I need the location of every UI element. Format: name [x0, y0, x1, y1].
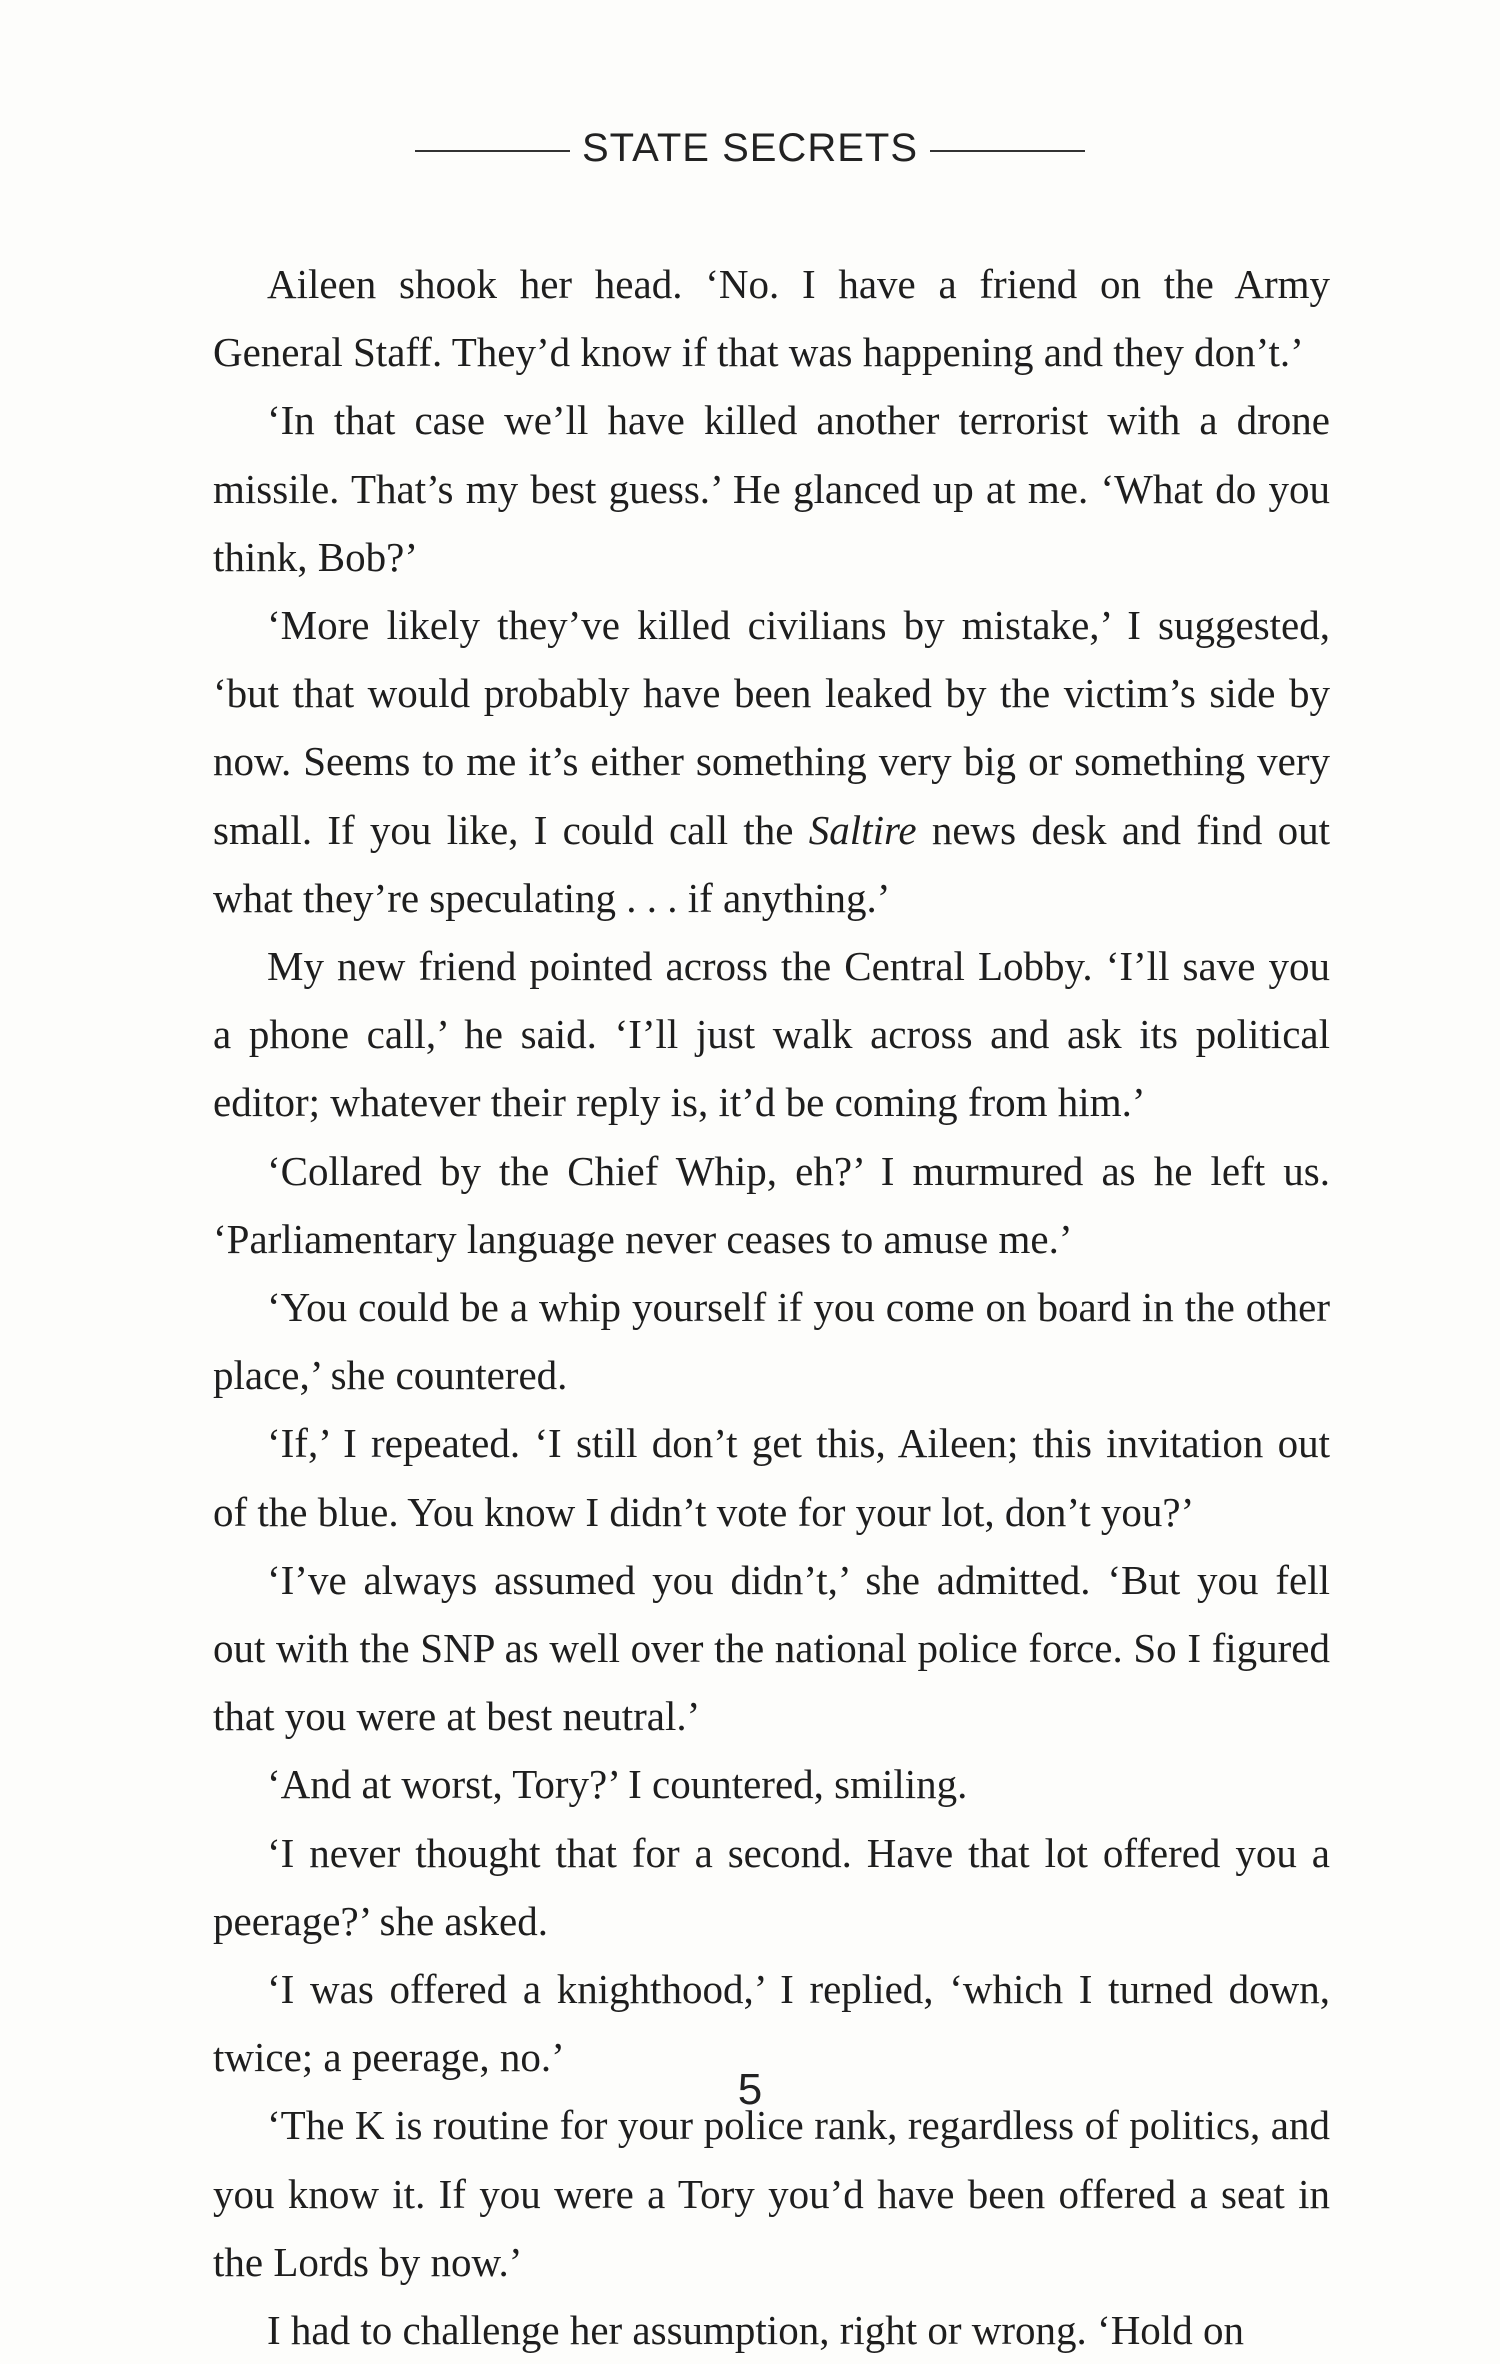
newspaper-name: Saltire: [808, 806, 917, 853]
paragraph: ‘In that case we’ll have killed another terrorist with a drone missile. That’s my best guess.’ He glanced up at me. ‘What do you think, Bob?’: [213, 397, 1330, 580]
paragraph: My new friend pointed across the Central Lobby. ‘I’ll save you a phone call,’ he said. ‘I’ll just walk across and ask its political editor; whatever their reply is, it’d be coming from him.’: [213, 943, 1330, 1126]
paragraph: ‘The K is routine for your police rank, regardless of politics, and you know it. If you were a Tory you’d have been offered a seat in the Lords by now.’: [213, 2102, 1330, 2285]
paragraph: ‘You could be a whip yourself if you come on board in the other place,’ she countered.: [213, 1284, 1330, 1399]
page-number: 5: [737, 2065, 763, 2114]
paragraph: ‘If,’ I repeated. ‘I still don’t get this, Aileen; this invitation out of the blue. You know I didn’t vote for your lot, don’t you?’: [213, 1420, 1330, 1535]
paragraph: ‘I never thought that for a second. Have that lot offered you a peerage?’ she asked.: [213, 1829, 1330, 1944]
paragraph-text: news desk and find out what they’re speculating . . . if anything.’: [213, 806, 1330, 921]
paragraph: ‘I’ve always assumed you didn’t,’ she admitted. ‘But you fell out with the SNP as well over the national police force. So I figured that you were at best neutral.’: [213, 1556, 1330, 1740]
paragraph-text: ‘More likely they’ve killed civilians by mistake,’ I suggested, ‘but that would probably have been leaked by the victim’s side by now. Seems to me it’s either something very big or something very small. If you like, I could call the: [213, 602, 1330, 853]
paragraph: I had to challenge her assumption, right or wrong. ‘Hold on: [267, 2307, 1244, 2354]
body-text: [213, 250, 1330, 2364]
paragraph: Aileen shook her head. ‘No. I have a friend on the Army General Staff. They’d know if that was happening and they don’t.’: [213, 261, 1330, 376]
paragraph: ‘And at worst, Tory?’ I countered, smiling.: [267, 1761, 968, 1808]
paragraph: ‘Collared by the Chief Whip, eh?’ I murmured as he left us. ‘Parliamentary language never ceases to amuse me.’: [213, 1147, 1330, 1262]
running-header: [0, 126, 1500, 171]
header-rule-left: [415, 150, 570, 152]
header-rule-right: [930, 150, 1085, 152]
running-title: STATE SECRETS: [581, 126, 918, 170]
paragraph: ‘I was offered a knighthood,’ I replied, ‘which I turned down, twice; a peerage, no.’: [213, 1966, 1330, 2081]
paragraph: [213, 591, 1330, 932]
